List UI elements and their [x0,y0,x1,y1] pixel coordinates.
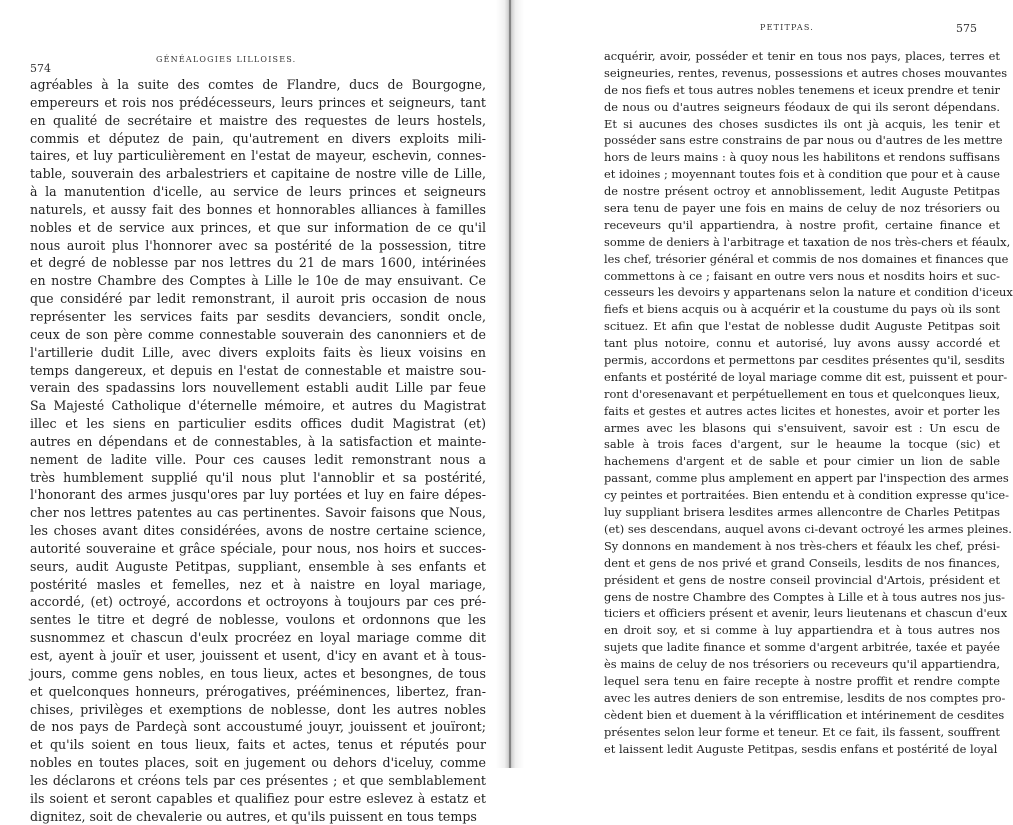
text-line: nement de ladite ville. Pour ces causes ledit remonstrant nous a [30,451,486,467]
text-line: les choses avant dites considérées, avons de nostre certaine science, [30,523,486,539]
text-line: postérité masles et femelles, nez et à naistre en loyal mariage, [30,576,486,592]
text-line: armes avec les blasons qui s'ensuivent, savoir est : Un escu de [604,420,1000,435]
text-line: jours, comme gens nobles, en tous lieux, actes et besongnes, de tous [30,665,486,681]
text-line: que considéré par ledit remonstrant, il auroit pris occasion de nous [30,291,486,307]
text-line: acquérir, avoir, posséder et tenir en tous nos pays, places, terres et [604,49,1000,63]
text-line: de nostre présent octroy et annoblissement, ledit Auguste Petitpas [604,184,1000,199]
text-line: et qu'ils soient en tous lieux, faits et actes, tenus et réputés pour [30,737,486,753]
text-line: hachemens d'argent et de sable et pour cimier un lion de sable [604,454,1000,469]
text-line: faits et gestes et autres actes licites et honestes, avoir et porter les [604,403,1000,418]
text-line: et laissent ledit Auguste Petitpas, sesdis enfans et postérité de loyal [604,741,998,756]
right-page [520,0,1011,768]
text-line: passant, comme plus amplement en appert par l'inspection des armes [604,471,1009,486]
text-line: de nous ou d'autres seigneurs féodaux de qui ils seront dépendans. [604,99,1000,114]
text-line: lequel sera tenu en faire recepte à nostre proffit et rendre compte [604,673,1000,688]
text-line: receveurs qu'il appartiendra, à nostre profit, certaine finance et [604,217,1000,232]
text-line: cèdent bien et duement à la vérifflication et intérinement de cesdites [604,707,1005,722]
text-line: permis, accordons et permettons par cesdites présentes qu'il, sesdits [604,353,1005,368]
text-line: chises, privilèges et exemptions de noblesse, dont les autres nobles [30,701,486,717]
text-line: ront d'oresenavant et perpétuellement en tous et quelconques lieux, [604,386,1000,401]
text-line: (et) ses descendans, auquel avons ci-devant octroyé les armes pleines. [604,521,1012,536]
text-line: taires, et luy particulièrement en l'estat de mayeur, eschevin, connes- [30,148,486,164]
text-line: luy suppliant brisera lesdites armes allencontre de Charles Petitpas [604,505,1000,520]
text-line: tant plus notoire, connu et autorisé, luy avons aussy accordé et [604,336,1000,351]
text-line: très humblement supplié qu'il nous plut l'annoblir et sa postérité, [30,469,486,485]
page-number: 575 [956,22,977,35]
text-line: table, souverain des arbalestriers et capitaine de nostre ville de Lille, [30,166,486,182]
text-line: représenter les services faits par sesdits devanciers, sondit oncle, [30,308,486,324]
text-line: et quelconques honneurs, prérogatives, prééminences, libertez, fran- [30,683,486,699]
text-line: naturels, et aussy fait des bonnes et honnorables alliances à familles [30,201,486,217]
running-head: PETITPAS. [760,23,815,32]
text-line: de nos pays de Pardeçà sont accoustumé jouyr, jouissent et jouïront; [30,719,486,735]
text-line: temps dangereux, et depuis en l'estat de connestable et maistre sou- [30,362,486,378]
text-line: Sa Majesté Catholique d'éternelle mémoire, et autres du Magistrat [30,398,486,414]
text-line: posséder sans estre constrains de par nous ou d'autres de les mettre [604,133,1003,148]
text-line: président et gens de nostre conseil provincial d'Artois, président et [604,572,1000,587]
text-line: à la manutention d'icelle, au service de leurs princes et seigneurs [30,184,486,200]
text-line: commettons à ce ; faisant en outre vers nous et nosdits hoirs et suc- [604,268,1000,283]
text-line: l'honorant des armes jusqu'ores par luy portées et luy en faire dépes- [30,487,486,503]
text-line: Et si aucunes des choses susdictes ils ont jà acquis, les tenir et [604,116,1000,131]
text-line: cy peintes et portraitées. Bien entendu et à condition expresse qu'ice- [604,488,1010,503]
text-line: ticiers et officiers présent et avenir, leurs lieutenans et chascun d'eux [604,606,1008,621]
text-line: dignitez, soit de chevalerie ou autres, et qu'ils puissent en tous temps [30,808,477,824]
text-line: en droit soy, et si comme à luy appartiendra et à tous autres nos [604,623,1000,638]
text-line: sable à trois faces d'argent, sur le heaume la tocque (sic) et [604,437,1000,452]
text-line: cher nos lettres patentes au cas pertinentes. Savoir faisons que Nous, [30,505,486,521]
text-line: fiefs et biens acquis ou à acquérir et la coustume du pays où ils sont [604,302,1000,317]
text-line: dent et gens de nos privé et grand Conseils, lesdits de nos finances, [604,555,1000,570]
text-line: illec et les siens en particulier esdits offices dudit Magistrat (et) [30,416,486,432]
text-line: ceux de son père comme connestable souverain des canonniers et de [30,326,486,342]
text-line: de nos fiefs et tous autres nobles tenemens et iceux prendre et tenir [604,82,1000,97]
text-line: agréables à la suite des comtes de Flandre, ducs de Bourgogne, [30,77,486,92]
text-line: les déclarons et créons tels par ces présentes ; et que semblablement [30,772,486,788]
text-line: en nostre Chambre des Comptes à Lille le 10e de may ensuivant. Ce [30,273,486,289]
text-line: scituez. Et afin que l'estat de noblesse dudit Auguste Petitpas soit [604,319,1000,334]
text-line: somme de deniers à l'arbitrage et taxation de nos très-chers et féaulx, [604,234,1011,249]
text-line: autres en dépendans et de connestables, à la satisfaction et mainte- [30,433,486,449]
text-line: enfants et postérité de loyal mariage comme dit est, puissent et pour- [604,369,1008,384]
text-line: commis et députez de pain, qu'autrement en divers exploits mili- [30,130,486,146]
text-line: ils soient et seront capables et qualifiez pour estre eslevez à estatz et [30,790,486,806]
text-line: avec les autres deniers de son entremise, lesdits de nos comptes pro- [604,690,1006,705]
text-line: sujets que ladite finance et somme d'argent arbitrée, taxée et payée [604,640,1000,655]
text-line: en qualité de secrétaire et maistre des requestes de leurs hostels, [30,112,486,128]
text-line: les chef, trésorier général et commis de nos domaines et finances que [604,251,1009,266]
text-line: empereurs et rois nos prédécesseurs, leurs princes et seigneurs, tant [30,94,486,110]
page-body [30,76,486,825]
text-line: nobles en toutes places, soit en jugement ou dehors d'iceluy, comme [30,755,486,771]
text-line: présentes selon leur forme et teneur. Et ce fait, ils fassent, souffrent [604,724,1000,739]
text-line: seigneuries, rentes, revenus, possessions et autres choses mouvantes [604,65,1008,80]
left-page [0,0,500,824]
text-line: ès mains de celuy de nos trésoriers ou receveurs qu'il appartiendra, [604,657,1000,672]
text-line: hors de leurs mains : à quoy nous les habilitons et rendons suffisans [604,150,1000,165]
text-line: seurs, audit Auguste Petitpas, suppliant, ensemble à ses enfants et [30,558,486,574]
text-line: Sy donnons en mandement à nos très-chers et féaulx les chef, prési- [604,538,1000,553]
text-line: gens de nostre Chambre des Comptes à Lille et à tous autres nos jus- [604,589,1006,604]
text-line: l'artillerie dudit Lille, avec divers exploits faits ès lieux voisins en [30,344,486,360]
text-line: et idoines ; moyennant toutes fois et à condition que pour et à cause [604,167,1000,182]
page-number: 574 [30,62,51,75]
text-line: nous auroit plus l'honnorer avec sa postérité de la possession, titre [30,237,486,253]
text-line: verain des spadassins lors nouvellement establi audit Lille par feue [30,380,486,396]
text-line: et degré de noblesse par nos lettres du 21 de mars 1600, intérinées [30,255,486,271]
text-line: autorité souveraine et grâce spéciale, pour nous, nos hoirs et succes- [30,540,486,556]
text-line: sera tenu de payer une fois en mains de celuy de noz trésoriers ou [604,201,1000,216]
text-line: est, ayent à jouïr et user, jouissent et usent, d'icy en avant et à tous- [30,648,486,663]
text-line: nobles et de service aux princes, et que sur information de ce qu'il [30,219,486,235]
text-line: cesseurs les devoirs y appartenans selon la nature et condition d'iceux [604,285,1013,300]
running-head: GÉNÉALOGIES LILLOISES. [156,55,297,64]
text-line: sentes le titre et degré de noblesse, voulons et ordonnons que les [30,612,486,628]
text-line: accordé, (et) octroyé, accordons et octroyons à toujours par ces pré- [30,594,486,610]
text-line: susnommez et chascun d'eulx procréez en loyal mariage comme dit [30,630,486,646]
page-body [604,48,1013,757]
